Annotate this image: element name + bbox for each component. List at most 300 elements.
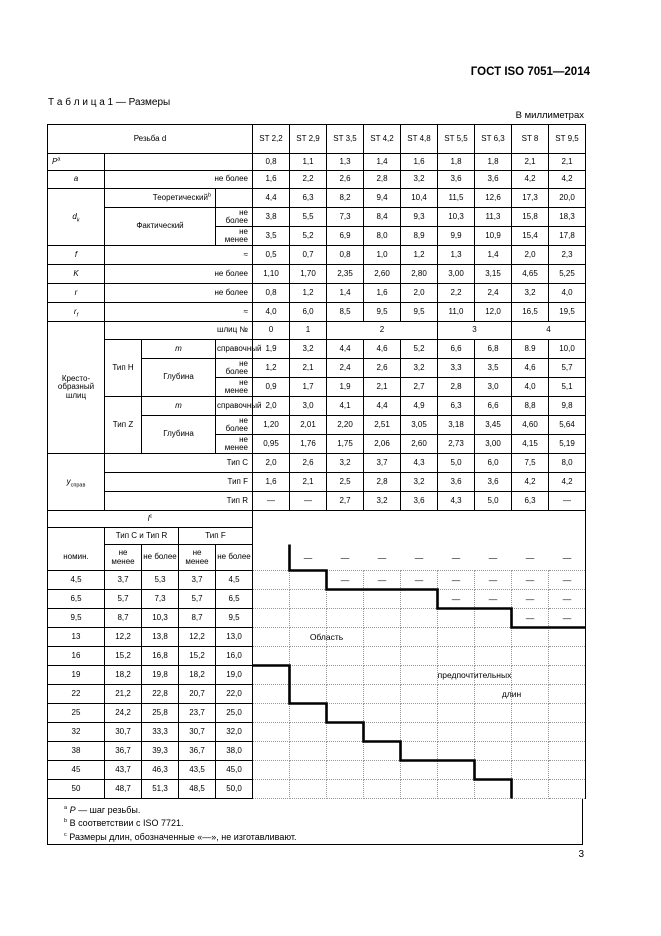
z-max-value: 5,64 bbox=[549, 416, 586, 435]
dk-max-value: 3,8 bbox=[253, 208, 290, 227]
length-value: 13 bbox=[48, 628, 105, 647]
length-value: 5,3 bbox=[142, 571, 179, 590]
p-value: 2,1 bbox=[512, 154, 549, 171]
k-value: 2,80 bbox=[401, 265, 438, 284]
not-manufactured-dash: — bbox=[488, 594, 498, 604]
length-grid-cell bbox=[401, 780, 438, 799]
row-y-f bbox=[48, 473, 586, 492]
k-label: K bbox=[48, 265, 105, 284]
footnote-c: $^c$ Размеры длин, обозначенные «—», не изготавливают. bbox=[64, 832, 297, 842]
p-value: 1,3 bbox=[327, 154, 364, 171]
y-c-value: 2,6 bbox=[290, 454, 327, 473]
z-m-value: 9,8 bbox=[549, 397, 586, 416]
length-grid-cell bbox=[327, 685, 364, 704]
length-grid-cell bbox=[290, 666, 327, 685]
length-grid-cell bbox=[438, 761, 475, 780]
length-grid-cell bbox=[549, 666, 586, 685]
length-grid-cell bbox=[290, 761, 327, 780]
length-value: 38,0 bbox=[216, 742, 253, 761]
y-f-value: 2,5 bbox=[327, 473, 364, 492]
length-grid-cell bbox=[512, 742, 549, 761]
z-m-value: 4,1 bbox=[327, 397, 364, 416]
h-m-value: 10,0 bbox=[549, 340, 586, 359]
a-value: 3,6 bbox=[438, 171, 475, 189]
length-grid-cell bbox=[327, 590, 364, 609]
length-grid-cell bbox=[512, 647, 549, 666]
r-value: 1,4 bbox=[327, 284, 364, 303]
row-dk-theor bbox=[48, 189, 586, 208]
length-value: 9,5 bbox=[48, 609, 105, 628]
row-k bbox=[48, 265, 586, 284]
length-grid-cell bbox=[253, 723, 290, 742]
length-row bbox=[48, 704, 586, 723]
z-m-value: 4,9 bbox=[401, 397, 438, 416]
length-value: 48,5 bbox=[179, 780, 216, 799]
not-manufactured-dash: — bbox=[488, 575, 498, 585]
not-manufactured-dash: — bbox=[525, 594, 535, 604]
length-value: 3,7 bbox=[179, 571, 216, 590]
row-f bbox=[48, 246, 586, 265]
slot-num: 1 bbox=[290, 322, 327, 340]
k-value: 4,65 bbox=[512, 265, 549, 284]
length-grid-cell bbox=[438, 590, 475, 609]
rf-value: 16,5 bbox=[512, 303, 549, 322]
length-value: 6,5 bbox=[216, 590, 253, 609]
k-value: 3,00 bbox=[438, 265, 475, 284]
p-cond bbox=[105, 154, 253, 171]
table-header-row bbox=[48, 125, 586, 154]
size-header: ST 9,5 bbox=[549, 125, 586, 154]
not-manufactured-dash: — bbox=[377, 575, 387, 585]
z-max-value: 3,18 bbox=[438, 416, 475, 435]
type-h-label: Тип H bbox=[105, 340, 142, 397]
rf-label: $r_f$ bbox=[48, 303, 105, 322]
not-manufactured-dash: — bbox=[377, 552, 387, 563]
length-value: 22 bbox=[48, 685, 105, 704]
z-min-value: 2,06 bbox=[364, 435, 401, 454]
length-grid-cell bbox=[512, 780, 549, 799]
length-value: 25 bbox=[48, 704, 105, 723]
length-grid-cell bbox=[327, 723, 364, 742]
k-value: 1,10 bbox=[253, 265, 290, 284]
length-value: 25,0 bbox=[216, 704, 253, 723]
dk-max-value: 18,3 bbox=[549, 208, 586, 227]
z-max-cond: не более bbox=[216, 416, 253, 435]
y-symbol: y bbox=[66, 476, 71, 486]
length-grid-cell bbox=[290, 647, 327, 666]
dk-label: $d_k$ bbox=[48, 189, 105, 246]
length-grid-cell bbox=[438, 780, 475, 799]
k-value: 3,15 bbox=[475, 265, 512, 284]
length-value: 36,7 bbox=[105, 742, 142, 761]
size-header: ST 4,8 bbox=[401, 125, 438, 154]
length-value: 4,5 bbox=[216, 571, 253, 590]
length-value: 19,0 bbox=[216, 666, 253, 685]
not-manufactured-dash: — bbox=[562, 552, 572, 563]
length-grid-cell bbox=[475, 780, 512, 799]
y-c-value: 2,0 bbox=[253, 454, 290, 473]
length-row bbox=[48, 590, 586, 609]
length-grid-cell bbox=[364, 571, 401, 590]
f-value: 1,4 bbox=[475, 246, 512, 265]
row-y-r bbox=[48, 492, 586, 511]
length-value: 16 bbox=[48, 647, 105, 666]
length-value: 22,8 bbox=[142, 685, 179, 704]
y-r-value: 2,7 bbox=[327, 492, 364, 511]
length-grid-cell bbox=[438, 628, 475, 647]
h-min-value: 2,8 bbox=[438, 378, 475, 397]
length-value: 8,7 bbox=[179, 609, 216, 628]
length-row bbox=[48, 609, 586, 628]
length-value: 10,3 bbox=[142, 609, 179, 628]
length-value: 7,3 bbox=[142, 590, 179, 609]
y-sub: справ bbox=[70, 482, 86, 489]
length-grid-cell bbox=[438, 647, 475, 666]
h-min-cond: не менее bbox=[216, 378, 253, 397]
length-row bbox=[48, 571, 586, 590]
z-min-value: 1,76 bbox=[290, 435, 327, 454]
length-grid-cell bbox=[401, 666, 438, 685]
a-value: 2,6 bbox=[327, 171, 364, 189]
size-header: ST 4,2 bbox=[364, 125, 401, 154]
y-r-value: 3,2 bbox=[364, 492, 401, 511]
length-grid-cell bbox=[512, 590, 549, 609]
length-value: 43,7 bbox=[105, 761, 142, 780]
not-manufactured-dash: — bbox=[340, 552, 350, 563]
dk-max-value: 7,3 bbox=[327, 208, 364, 227]
document-header: ГОСТ ISO 7051—2014 bbox=[470, 66, 590, 78]
length-grid-cell bbox=[475, 571, 512, 590]
z-max-value: 2,01 bbox=[290, 416, 327, 435]
size-header: ST 5,5 bbox=[438, 125, 475, 154]
r-label: r bbox=[48, 284, 105, 303]
f-value: 0,8 bbox=[327, 246, 364, 265]
dk-min-value: 5,2 bbox=[290, 227, 327, 246]
y-r-value: 3,6 bbox=[401, 492, 438, 511]
h-m-value: 3,2 bbox=[290, 340, 327, 359]
length-value: 45 bbox=[48, 761, 105, 780]
y-r-value: 4,3 bbox=[438, 492, 475, 511]
slot-num: 0 bbox=[253, 322, 290, 340]
rf-value: 12,0 bbox=[475, 303, 512, 322]
l-nom-spacer bbox=[48, 528, 105, 545]
length-grid-cell bbox=[327, 761, 364, 780]
y-c-value: 7,5 bbox=[512, 454, 549, 473]
h-max-value: 3,3 bbox=[438, 359, 475, 378]
dk-theor-value: 9,4 bbox=[364, 189, 401, 208]
h-m-label: m bbox=[142, 340, 216, 359]
length-grid-cell bbox=[401, 647, 438, 666]
row-l-header bbox=[48, 511, 586, 528]
not-manufactured-dash: — bbox=[303, 552, 313, 563]
z-depth-label: Глубина bbox=[142, 416, 216, 454]
h-m-value: 1,9 bbox=[253, 340, 290, 359]
not-manufactured-dash: — bbox=[525, 575, 535, 585]
length-row bbox=[48, 780, 586, 799]
length-row bbox=[48, 742, 586, 761]
length-grid-cell bbox=[401, 571, 438, 590]
length-grid-cell bbox=[364, 780, 401, 799]
thread-label: Резьба d bbox=[133, 133, 167, 143]
length-grid-cell bbox=[364, 628, 401, 647]
length-grid-cell bbox=[364, 647, 401, 666]
not-manufactured-dash: — bbox=[562, 575, 572, 585]
dk-max-value: 5,5 bbox=[290, 208, 327, 227]
z-min-value: 3,00 bbox=[475, 435, 512, 454]
length-grid-cell bbox=[512, 666, 549, 685]
length-value: 50 bbox=[48, 780, 105, 799]
dimensions-table-body bbox=[48, 125, 586, 799]
h-max-value: 2,1 bbox=[290, 359, 327, 378]
length-grid-cell bbox=[475, 761, 512, 780]
footnote-c-text: Размеры длин, обозначенные «—», не изготавливают. bbox=[69, 832, 297, 842]
dk-min-value: 6,9 bbox=[327, 227, 364, 246]
h-m-cond: справочный bbox=[216, 340, 253, 359]
y-c-value: 3,7 bbox=[364, 454, 401, 473]
dk-actual-label: Фактический bbox=[105, 208, 216, 246]
length-value: 6,5 bbox=[48, 590, 105, 609]
length-value: 15,2 bbox=[179, 647, 216, 666]
length-grid-cell bbox=[327, 780, 364, 799]
length-grid-cell bbox=[549, 761, 586, 780]
length-grid-cell bbox=[401, 761, 438, 780]
length-grid-cell bbox=[475, 723, 512, 742]
h-depth-label: Глубина bbox=[142, 359, 216, 397]
dk-symbol: d bbox=[72, 211, 77, 221]
length-grid-cell bbox=[512, 628, 549, 647]
length-grid-cell bbox=[290, 780, 327, 799]
y-c-value: 8,0 bbox=[549, 454, 586, 473]
dk-theor-label: Теоретический$^b$ bbox=[105, 189, 216, 208]
p-value: 0,8 bbox=[253, 154, 290, 171]
z-m-cond: справочный bbox=[216, 397, 253, 416]
y-r-value: — bbox=[290, 492, 327, 511]
y-c-value: 6,0 bbox=[475, 454, 512, 473]
row-h-m bbox=[48, 340, 586, 359]
dk-min-value: 8,9 bbox=[401, 227, 438, 246]
dk-theor-value: 8,2 bbox=[327, 189, 364, 208]
not-manufactured-dash: — bbox=[562, 594, 572, 604]
l-symbol: l bbox=[147, 513, 150, 523]
length-grid-cell bbox=[364, 723, 401, 742]
not-manufactured-dash: — bbox=[414, 552, 424, 563]
h-max-value: 1,2 bbox=[253, 359, 290, 378]
l-cr-label: Тип C и Тип R bbox=[105, 528, 179, 545]
length-row bbox=[48, 628, 586, 647]
r-value: 1,2 bbox=[290, 284, 327, 303]
length-grid-cell bbox=[549, 704, 586, 723]
length-grid-cell bbox=[512, 609, 549, 628]
l-max-label: не более bbox=[142, 545, 179, 571]
y-f-label: Тип F bbox=[105, 473, 253, 492]
length-value: 5,7 bbox=[179, 590, 216, 609]
y-f-value: 2,8 bbox=[364, 473, 401, 492]
y-c-value: 3,2 bbox=[327, 454, 364, 473]
h-max-value: 3,2 bbox=[401, 359, 438, 378]
h-m-value: 6,6 bbox=[438, 340, 475, 359]
a-value: 3,2 bbox=[401, 171, 438, 189]
length-value: 16,0 bbox=[216, 647, 253, 666]
length-grid-cell bbox=[549, 628, 586, 647]
not-manufactured-dash: — bbox=[451, 594, 461, 604]
length-value: 33,3 bbox=[142, 723, 179, 742]
length-grid-cell bbox=[364, 742, 401, 761]
h-max-value: 2,4 bbox=[327, 359, 364, 378]
length-value: 38 bbox=[48, 742, 105, 761]
a-value: 3,6 bbox=[475, 171, 512, 189]
h-max-value: 4,6 bbox=[512, 359, 549, 378]
p-value: 1,4 bbox=[364, 154, 401, 171]
r-value: 2,4 bbox=[475, 284, 512, 303]
y-f-value: 2,1 bbox=[290, 473, 327, 492]
length-grid-cell bbox=[438, 571, 475, 590]
length-grid-cell bbox=[401, 628, 438, 647]
length-grid-cell bbox=[475, 742, 512, 761]
a-value: 4,2 bbox=[512, 171, 549, 189]
length-value: 21,2 bbox=[105, 685, 142, 704]
y-f-value: 3,6 bbox=[475, 473, 512, 492]
y-r-value: 5,0 bbox=[475, 492, 512, 511]
length-value: 32,0 bbox=[216, 723, 253, 742]
length-grid-cell bbox=[364, 761, 401, 780]
dk-min-value: 17,8 bbox=[549, 227, 586, 246]
dk-max-value: 11,3 bbox=[475, 208, 512, 227]
length-grid-cell bbox=[512, 761, 549, 780]
length-grid-cell bbox=[327, 571, 364, 590]
length-grid-cell bbox=[475, 628, 512, 647]
footnote-b: $^b$ В соответствии с ISO 7721. bbox=[64, 818, 184, 828]
length-grid-cell bbox=[364, 590, 401, 609]
h-m-value: 5,2 bbox=[401, 340, 438, 359]
size-header: ST 8 bbox=[512, 125, 549, 154]
length-grid-cell bbox=[438, 685, 475, 704]
footnotes-block bbox=[47, 799, 583, 845]
row-dk-max bbox=[48, 208, 586, 227]
z-m-label: m bbox=[142, 397, 216, 416]
length-value: 16,8 bbox=[142, 647, 179, 666]
h-m-value: 8.9 bbox=[512, 340, 549, 359]
slot-num: 4 bbox=[512, 322, 586, 340]
r-value: 1,6 bbox=[364, 284, 401, 303]
length-grid-cell bbox=[401, 723, 438, 742]
length-grid-cell bbox=[475, 609, 512, 628]
length-grid-cell bbox=[475, 590, 512, 609]
length-grid-cell bbox=[364, 704, 401, 723]
length-grid-cell bbox=[549, 590, 586, 609]
r-value: 0,8 bbox=[253, 284, 290, 303]
type-z-label: Тип Z bbox=[105, 397, 142, 454]
rf-value: 9,5 bbox=[364, 303, 401, 322]
k-value: 1,70 bbox=[290, 265, 327, 284]
length-grid-cell bbox=[475, 704, 512, 723]
dk-min-value: 9,9 bbox=[438, 227, 475, 246]
k-value: 2,35 bbox=[327, 265, 364, 284]
h-m-value: 4,4 bbox=[327, 340, 364, 359]
l-min-label: не менее bbox=[179, 545, 216, 571]
length-grid-cell bbox=[401, 742, 438, 761]
dk-max-value: 15,8 bbox=[512, 208, 549, 227]
z-min-value: 4,15 bbox=[512, 435, 549, 454]
length-value: 12,2 bbox=[179, 628, 216, 647]
rf-value: 11,0 bbox=[438, 303, 475, 322]
h-min-value: 3,0 bbox=[475, 378, 512, 397]
length-value: 20,7 bbox=[179, 685, 216, 704]
row-r bbox=[48, 284, 586, 303]
a-label: a bbox=[48, 171, 105, 189]
rf-value: 9,5 bbox=[401, 303, 438, 322]
y-label bbox=[48, 454, 105, 511]
rf-symbol: r bbox=[73, 306, 77, 316]
length-grid-cell bbox=[549, 609, 586, 628]
dk-theor-value: 12,6 bbox=[475, 189, 512, 208]
k-cond: не более bbox=[105, 265, 253, 284]
f-value: 2,0 bbox=[512, 246, 549, 265]
f-cond: ≈ bbox=[105, 246, 253, 265]
z-min-value: 2,60 bbox=[401, 435, 438, 454]
length-value: 36,7 bbox=[179, 742, 216, 761]
length-grid-cell bbox=[512, 571, 549, 590]
f-value: 0,5 bbox=[253, 246, 290, 265]
l-min-label: не менее bbox=[105, 545, 142, 571]
dk-theor-cond bbox=[216, 189, 253, 208]
length-grid-cell bbox=[438, 742, 475, 761]
f-value: 2,3 bbox=[549, 246, 586, 265]
z-max-value: 2,51 bbox=[364, 416, 401, 435]
f-value: 1,2 bbox=[401, 246, 438, 265]
length-value: 12,2 bbox=[105, 628, 142, 647]
length-grid-cell bbox=[253, 666, 290, 685]
units-note: В миллиметрах bbox=[515, 110, 584, 121]
recess-label: Кресто-образный шлиц bbox=[48, 322, 105, 454]
length-grid-cell bbox=[549, 571, 586, 590]
size-header: ST 2,9 bbox=[290, 125, 327, 154]
length-value: 22,0 bbox=[216, 685, 253, 704]
length-value: 9,5 bbox=[216, 609, 253, 628]
length-grid-cell bbox=[290, 609, 327, 628]
z-min-cond: не менее bbox=[216, 435, 253, 454]
h-min-value: 4,0 bbox=[512, 378, 549, 397]
dk-min-value: 8,0 bbox=[364, 227, 401, 246]
length-value: 48,7 bbox=[105, 780, 142, 799]
length-value: 45,0 bbox=[216, 761, 253, 780]
footnote-b-text: В соответствии с ISO 7721. bbox=[69, 818, 184, 828]
not-manufactured-dash: — bbox=[525, 613, 535, 623]
size-header: ST 3,5 bbox=[327, 125, 364, 154]
length-grid-cell bbox=[253, 742, 290, 761]
l-f-label: Тип F bbox=[179, 528, 253, 545]
length-value: 51,3 bbox=[142, 780, 179, 799]
y-c-value: 4,3 bbox=[401, 454, 438, 473]
not-manufactured-dash: — bbox=[340, 575, 350, 585]
dk-min-value: 10,9 bbox=[475, 227, 512, 246]
length-grid-cell bbox=[253, 780, 290, 799]
length-grid-cell bbox=[401, 704, 438, 723]
length-grid-cell bbox=[290, 571, 327, 590]
not-manufactured-dash: — bbox=[451, 575, 461, 585]
length-grid-cell bbox=[290, 723, 327, 742]
dk-theor-value: 10,4 bbox=[401, 189, 438, 208]
length-value: 30,7 bbox=[105, 723, 142, 742]
l-max-label: не более bbox=[216, 545, 253, 571]
l-header: $l^c$ bbox=[48, 511, 253, 528]
length-grid-cell bbox=[475, 685, 512, 704]
z-m-value: 3,0 bbox=[290, 397, 327, 416]
r-value: 2,0 bbox=[401, 284, 438, 303]
length-grid-blank bbox=[253, 511, 586, 571]
h-min-value: 0,9 bbox=[253, 378, 290, 397]
r-value: 4,0 bbox=[549, 284, 586, 303]
length-row bbox=[48, 666, 586, 685]
